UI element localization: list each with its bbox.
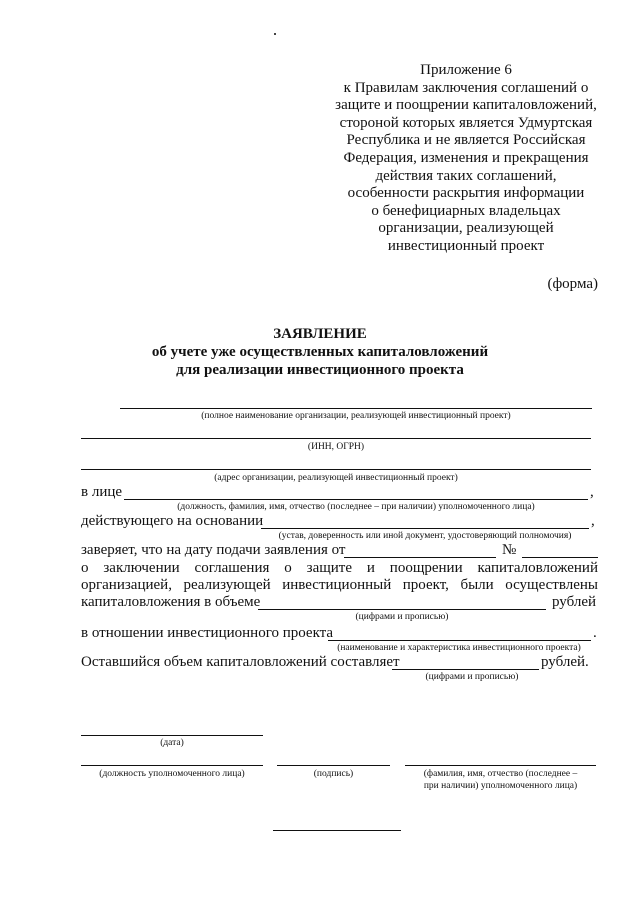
form-label: (форма) bbox=[547, 276, 598, 292]
fio-caption-1: (фамилия, имя, отчество (последнее – bbox=[423, 769, 578, 779]
fio-field[interactable] bbox=[405, 765, 596, 766]
org-name-caption: (полное наименование организации, реализующей инвестиционный проект) bbox=[201, 411, 511, 421]
document-subtitle-2: для реализации инвестиционного проекта bbox=[176, 362, 464, 378]
word: капиталовложений bbox=[477, 560, 598, 576]
position-caption: (должность уполномоченного лица) bbox=[99, 769, 245, 779]
appendix-line: Приложение 6 bbox=[420, 62, 512, 78]
remaining-caption: (цифрами и прописью) bbox=[425, 672, 519, 682]
acting-on-label: действующего на основании bbox=[81, 513, 264, 529]
organization-line bbox=[81, 577, 598, 594]
number-sign: № bbox=[502, 542, 517, 558]
basis-caption: (устав, доверенность или иной документ, удостоверяющий полномочия) bbox=[278, 531, 572, 541]
org-name-field[interactable] bbox=[120, 408, 592, 409]
word: проект, bbox=[402, 577, 449, 593]
inn-ogrn-field[interactable] bbox=[81, 438, 591, 439]
word: защите bbox=[306, 560, 353, 576]
amount-caption: (цифрами и прописью) bbox=[355, 612, 449, 622]
inn-ogrn-caption: (ИНН, ОГРН) bbox=[307, 442, 365, 452]
appendix-line: стороной которых является Удмуртская bbox=[339, 114, 593, 131]
address-field[interactable] bbox=[81, 469, 591, 470]
word: о bbox=[81, 560, 89, 576]
appendix-header bbox=[318, 62, 614, 256]
date-field[interactable] bbox=[344, 557, 496, 558]
appendix-line: Республика и не является Российская bbox=[346, 132, 586, 149]
remaining-amount-field[interactable] bbox=[392, 669, 539, 670]
word: организацией, bbox=[81, 577, 172, 593]
appendix-line: о бенефициарных владельцах bbox=[371, 202, 561, 219]
word: реализующей bbox=[183, 577, 271, 593]
word: заключении bbox=[103, 560, 180, 576]
person-field[interactable] bbox=[124, 499, 588, 500]
word: осуществлены bbox=[505, 577, 598, 593]
bottom-separator bbox=[273, 830, 401, 831]
fio-caption-2: при наличии) уполномоченного лица) bbox=[423, 781, 578, 791]
person-caption: (должность, фамилия, имя, отчество (последнее – при наличии) уполномоченного лица) bbox=[177, 502, 535, 512]
investment-amount-field[interactable] bbox=[258, 609, 546, 610]
word: соглашения bbox=[194, 560, 270, 576]
project-caption: (наименование и характеристика инвестиционного проекта) bbox=[337, 643, 581, 653]
agreement-line bbox=[81, 560, 598, 577]
word: были bbox=[460, 577, 494, 593]
signature-field[interactable] bbox=[277, 765, 390, 766]
appendix-line: защите и поощрении капиталовложений, bbox=[335, 97, 597, 114]
signing-date-field[interactable] bbox=[81, 735, 263, 736]
certifies-label: заверяет, что на дату подачи заявления от bbox=[81, 542, 346, 558]
project-field[interactable] bbox=[328, 640, 591, 641]
regarding-project-label: в отношении инвестиционного проекта bbox=[81, 625, 334, 641]
word: и bbox=[366, 560, 375, 576]
comma: , bbox=[591, 513, 595, 529]
date-caption: (дата) bbox=[160, 738, 184, 748]
remaining-volume-label: Оставшийся объем капиталовложений составляет bbox=[81, 654, 400, 670]
position-field[interactable] bbox=[81, 765, 263, 766]
rubles-label: рублей. bbox=[541, 654, 589, 670]
investment-volume-label: капиталовложения в объеме bbox=[81, 594, 261, 610]
word: поощрении bbox=[389, 560, 463, 576]
rubles-label: рублей bbox=[552, 594, 597, 610]
appendix-line: организации, реализующей bbox=[378, 220, 554, 237]
document-subtitle-1: об учете уже осуществленных капиталовложений bbox=[151, 344, 489, 360]
appendix-line: Федерация, изменения и прекращения bbox=[343, 149, 589, 166]
scan-speck bbox=[274, 33, 276, 35]
appendix-line: особенности раскрытия информации bbox=[347, 185, 585, 202]
address-caption: (адрес организации, реализующей инвестиционный проект) bbox=[214, 473, 458, 483]
word: инвестиционный bbox=[282, 577, 392, 593]
appendix-line: инвестиционный проект bbox=[387, 237, 545, 254]
basis-field[interactable] bbox=[261, 528, 589, 529]
comma: , bbox=[590, 484, 594, 500]
document-title: ЗАЯВЛЕНИЕ bbox=[273, 326, 367, 342]
signature-caption: (подпись) bbox=[313, 769, 354, 779]
appendix-line: к Правилам заключения соглашений о bbox=[343, 79, 589, 96]
period: . bbox=[593, 625, 597, 641]
word: о bbox=[284, 560, 292, 576]
in-person-label: в лице bbox=[81, 484, 123, 500]
number-field[interactable] bbox=[522, 557, 598, 558]
appendix-line: действия таких соглашений, bbox=[375, 167, 557, 184]
